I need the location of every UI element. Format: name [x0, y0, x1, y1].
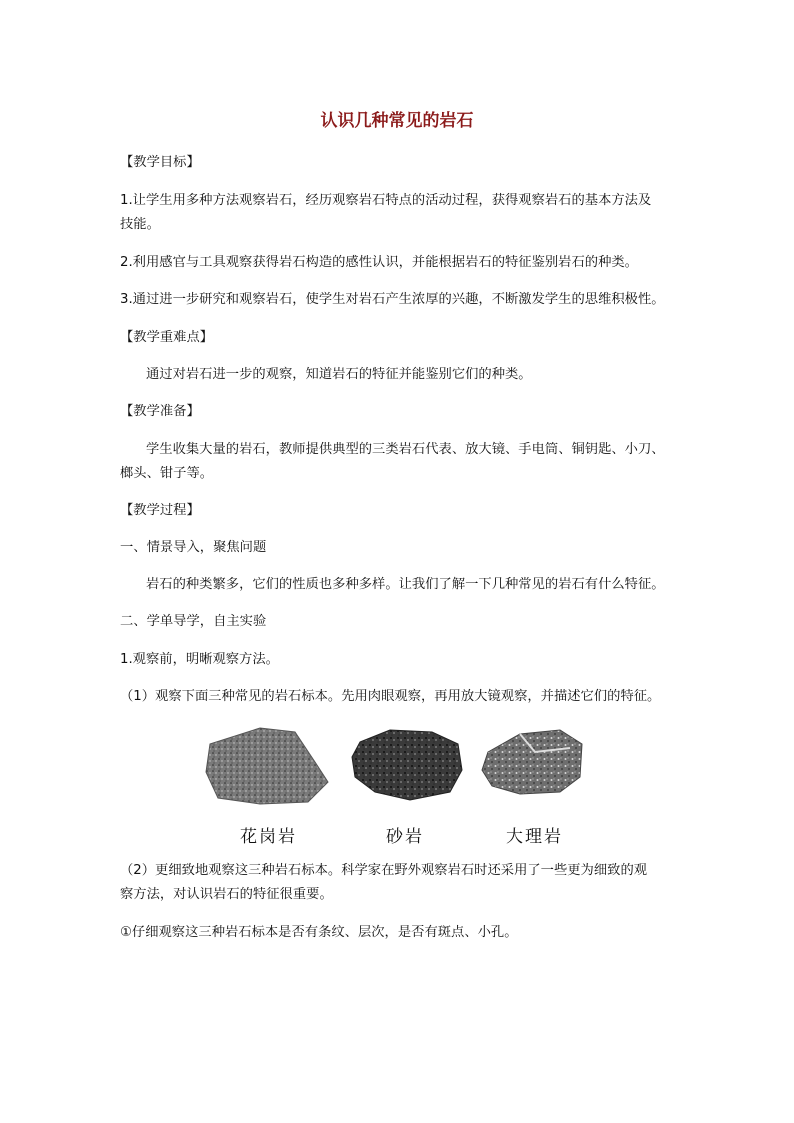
- prep-text-cont: 榔头、钳子等。: [120, 466, 214, 481]
- step2-item2: （2）更细致地观察这三种岩石标本。科学家在野外观察岩石时还采用了一些更为细致的观: [120, 863, 648, 878]
- granite-rock-image: [206, 728, 328, 804]
- sandstone-rock-image: [352, 730, 462, 800]
- goal-heading: 【教学目标】: [120, 155, 200, 170]
- step1-heading: 一、情景导入，聚焦问题: [120, 540, 267, 555]
- goal-item-1-cont: 技能。: [120, 217, 160, 232]
- goal-item-1: 1.让学生用多种方法观察岩石，经历观察岩石特点的活动过程，获得观察岩石的基本方法及: [120, 193, 652, 208]
- step2-item3: ①仔细观察这三种岩石标本是否有条纹、层次，是否有斑点、小孔。: [120, 925, 518, 940]
- caption-granite: 花岗岩: [240, 827, 297, 847]
- step2-sub1: 1.观察前，明晰观察方法。: [120, 652, 279, 667]
- prep-text: 学生收集大量的岩石，教师提供典型的三类岩石代表、放大镜、手电筒、铜钥匙、小刀、: [146, 442, 665, 457]
- page-title: 认识几种常见的岩石: [320, 111, 474, 131]
- key-heading: 【教学重难点】: [120, 330, 214, 345]
- caption-sandstone: 砂岩: [386, 827, 424, 847]
- step2-item2-cont: 察方法，对认识岩石的特征很重要。: [120, 887, 333, 902]
- process-heading: 【教学过程】: [120, 503, 200, 518]
- step2-heading: 二、学单导学，自主实验: [120, 614, 267, 629]
- step1-text: 岩石的种类繁多，它们的性质也多种多样。让我们了解一下几种常见的岩石有什么特征。: [146, 577, 665, 592]
- caption-marble: 大理岩: [506, 827, 563, 847]
- key-text: 通过对岩石进一步的观察，知道岩石的特征并能鉴别它们的种类。: [146, 367, 532, 382]
- marble-rock-image: [482, 730, 582, 794]
- prep-heading: 【教学准备】: [120, 404, 200, 419]
- step2-item1: （1）观察下面三种常见的岩石标本。先用肉眼观察，再用放大镜观察，并描述它们的特征。: [120, 689, 661, 704]
- goal-item-2: 2.利用感官与工具观察获得岩石构造的感性认识，并能根据岩石的特征鉴别岩石的种类。: [120, 255, 638, 270]
- goal-item-3: 3.通过进一步研究和观察岩石，使学生对岩石产生浓厚的兴趣，不断激发学生的思维积极性。: [120, 292, 665, 307]
